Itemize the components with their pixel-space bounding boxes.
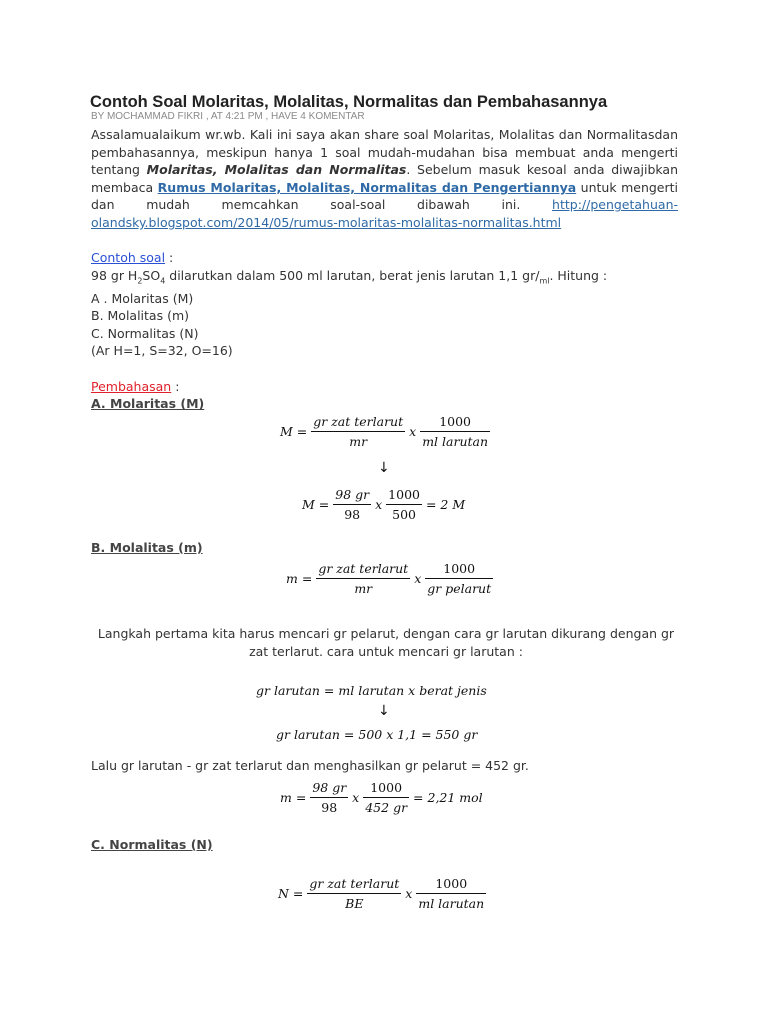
heading-molaritas: A. Molaritas (M)	[91, 396, 205, 412]
heading-molalitas: B. Molalitas (m)	[91, 540, 203, 555]
intro-text-3: untuk mengerti dan mudah memcahkan soal-soal dibawah ini.	[91, 179, 678, 213]
gr-pelarut-text: Lalu gr larutan - gr zat terlarut dan menghasilkan gr pelarut = 452 gr.	[91, 758, 529, 773]
question-block	[91, 249, 681, 413]
intro-paragraph	[91, 126, 678, 232]
heading-normalitas: C. Normalitas (N)	[91, 837, 213, 852]
molalitas-explanation: Langkah pertama kita harus mencari gr pelarut, dengan cara gr larutan dikurang dengan gr zat terlarut. cara untuk mencari gr larutan :	[97, 626, 675, 659]
down-arrow-icon: ↓	[378, 703, 390, 719]
article-byline: BY MOCHAMMAD FIKRI , AT 4:21 PM , HAVE 4 KOMENTAR	[91, 111, 365, 122]
down-arrow-icon: ↓	[378, 460, 390, 476]
intro-text-1: Assalamualaikum wr.wb. Kali ini saya akan share soal Molaritas, Molalitas dan Normalitasdan pembahasannya, meskipun hanya 1 soal mudah-mudahan bisa membuat anda mengerti tentang	[91, 127, 678, 178]
article-title: Contoh Soal Molaritas, Molalitas, Normalitas dan Pembahasannya	[90, 93, 608, 111]
question-statement: 98 gr $H_2SO_4$ dilarutkan dalam 500 ml larutan, berat jenis larutan 1,1 $gr/_{ml}$. Hitung :	[91, 267, 608, 286]
formula-molalitas-general: m = $\frac{\text{gr zat terlarut}}{mr}$ x $\frac{1000}{\text{gr pelarut}}$	[286, 561, 492, 596]
formula-molaritas-result: M = $\frac{98 gr}{98}$ x $\frac{1000}{500}$ = 2 M	[302, 487, 466, 522]
atomic-mass-note: (Ar H=1, S=32, O=16)	[91, 343, 233, 359]
formula-molaritas-general: M = $\frac{\text{gr zat terlarut}}{mr}$ x $\frac{1000}{\text{ml larutan}}$	[280, 414, 489, 449]
formula-gr-larutan-result: gr larutan = 500 x 1,1 = 550 gr	[276, 727, 478, 742]
blog-url-link[interactable]: http://pengetahuan-olandsky.blogspot.com/2014/05/rumus-molaritas-molalitas-normalitas.html	[91, 197, 678, 230]
intro-bold-topic: Molaritas, Molalitas dan Normalitas	[146, 162, 407, 178]
formula-molalitas-result: m = $\frac{98 gr}{98}$ x $\frac{1000}{452 gr}$ = 2,21 mol	[280, 780, 483, 815]
pembahasan-link[interactable]: Pembahasan	[91, 378, 172, 394]
question-item-b: B. Molalitas (m)	[91, 308, 190, 324]
formula-gr-larutan-general: gr larutan = ml larutan x berat jenis	[256, 683, 487, 698]
question-item-a: A . Molaritas (M)	[91, 290, 194, 306]
formula-normalitas-general: N = $\frac{\text{gr zat terlarut}}{BE}$ x $\frac{1000}{\text{ml larutan}}$	[278, 876, 485, 911]
pembahasan-suffix: :	[171, 378, 180, 394]
intro-text-2: . Sebelum masuk kesoal anda diwajibkan membaca	[91, 162, 678, 195]
contoh-soal-suffix: :	[165, 250, 174, 265]
rumus-article-link[interactable]: Rumus Molaritas, Molalitas, Normalitas dan Pengertiannya	[157, 179, 577, 195]
question-item-c: C. Normalitas (N)	[91, 325, 199, 341]
contoh-soal-link[interactable]: Contoh soal	[91, 250, 166, 265]
